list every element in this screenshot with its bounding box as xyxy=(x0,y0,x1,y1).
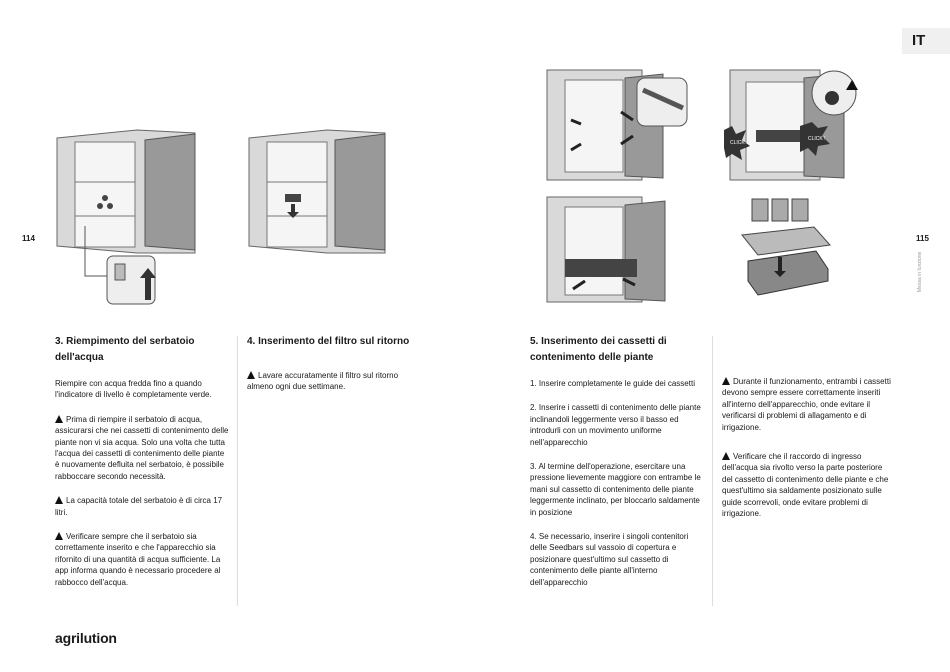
warning-icon xyxy=(55,496,63,504)
section-3-title: 3. Riempimento del serbatoio dell'acqua xyxy=(55,336,195,363)
illustration-filter xyxy=(247,128,387,258)
warning-icon xyxy=(55,532,63,540)
illustration-guides xyxy=(545,68,690,183)
section-4-column xyxy=(247,334,417,406)
section-3-warning-3: Verificare sempre che il serbatoio sia correttamente inserito e che l'apparecchio sia rifornito di una quantità di acqua sufficiente. La app informa quando è necessario procedere al rabbocco dell'acqua. xyxy=(55,532,221,587)
warning-icon xyxy=(722,452,730,460)
illustration-click xyxy=(722,68,872,183)
section-5-warnings-column xyxy=(722,376,894,532)
column-divider xyxy=(712,336,713,606)
section-5-column xyxy=(530,334,702,601)
illustration-seedbars xyxy=(738,195,833,300)
click-label-left: CLICK ! xyxy=(730,140,748,146)
page-number-left: 114 xyxy=(22,234,35,243)
side-section-label: Messa in funzione xyxy=(917,251,923,292)
click-label-right: CLICK ! xyxy=(808,136,826,142)
section-3-warning-2: La capacità totale del serbatoio è di circa 17 litri. xyxy=(55,496,223,517)
section-4-title: 4. Inserimento del filtro sul ritorno xyxy=(247,336,410,347)
section-3-warning-1: Prima di riempire il serbatoio di acqua, assicurarsi che nei cassetti di contenimento delle piante non vi sia acqua. Solo una volta che tutta l'acqua dei cassetti di contenimento delle piante è nuovamente defluita nel serbatoio, è possibile rabboccare secondo necessità. xyxy=(55,414,229,481)
section-5-step-1: 1. Inserire completamente le guide dei cassetti xyxy=(530,379,695,388)
section-5-step-2: 2. Inserire i cassetti di contenimento delle piante inclinandoli leggermente verso il basso ed introdurli con un movimento uniforme nell'apparecchio xyxy=(530,403,701,447)
column-divider xyxy=(237,336,238,606)
section-3-column xyxy=(55,334,230,601)
language-tab: IT xyxy=(902,28,950,54)
illustration-fill-tank xyxy=(55,128,205,308)
illustration-drawer xyxy=(545,195,670,305)
section-5-title: 5. Inserimento dei cassetti di contenimento delle piante xyxy=(530,336,667,363)
section-5-warning-1: Durante il funzionamento, entrambi i cassetti devono sempre essere correttamente inseriti all'interno dell'apparecchio, onde evitare il verificarsi di problemi di allagamento e di irrigazione. xyxy=(722,377,891,432)
section-5-step-4: 4. Se necessario, inserire i singoli contenitori delle Seedbars sul vassoio di copertura e posizionare quest'ultimo sul cassetto di contenimento delle piante all'interno dell'apparecchio xyxy=(530,532,689,587)
warning-icon xyxy=(55,415,63,423)
section-5-step-3: 3. Al termine dell'operazione, esercitare una pressione lievemente maggiore con entrambe le mani sul cassetto di contenimento delle piante leggermente inclinato, per bloccarlo saldamente in posizione xyxy=(530,462,701,517)
section-3-intro: Riempire con acqua fredda fino a quando l'indicatore di livello è completamente verde. xyxy=(55,379,212,400)
section-4-warning-1: Lavare accuratamente il filtro sul ritorno almeno ogni due settimane. xyxy=(247,371,399,392)
page-number-right: 115 xyxy=(916,234,929,243)
brand-logo: agrilution xyxy=(55,630,117,646)
warning-icon xyxy=(722,377,730,385)
warning-icon xyxy=(247,371,255,379)
section-5-warning-2: Verificare che il raccordo di ingresso dell'acqua sia rivolto verso la parte posteriore del cassetto di contenimento delle piante e che quest'ultimo sia saldamente posizionato sulle guide scorrevoli, onde evitare problemi di irrigazione. xyxy=(722,452,889,519)
